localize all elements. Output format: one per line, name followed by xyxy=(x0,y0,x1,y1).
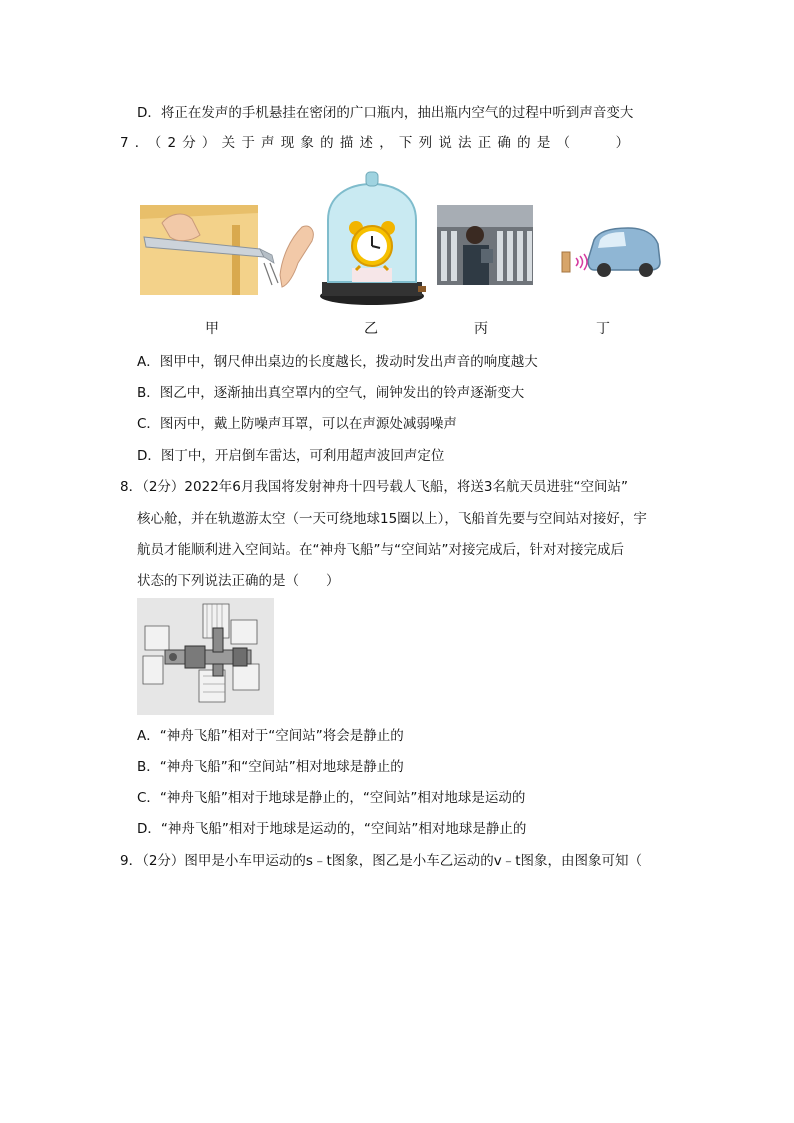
figure-space-station xyxy=(137,598,274,715)
caption-jia: 甲 xyxy=(205,321,219,337)
q7-option-a: A．图甲中，钢尺伸出桌边的长度越长，拨动时发出声音的响度越大 xyxy=(137,354,538,370)
q8-option-c: C．“神舟飞船”相对于地球是静止的，“空间站”相对地球是运动的 xyxy=(137,790,526,806)
figure-bing-factory-worker xyxy=(437,205,533,285)
q8-stem-line-2: 核心舱，并在轨遨游太空（一天可绕地球15圈以上），飞船首先要与空间站对接好，宇 xyxy=(137,511,647,527)
figure-ding-reversing-radar xyxy=(558,222,662,284)
q8-stem-line-1: 8．（2分）2022年6月我国将发射神舟十四号载人飞船，将送3名航天员进驻“空间站” xyxy=(120,479,628,495)
figure-jia-ruler-table xyxy=(140,205,318,295)
q7-option-c: C．图丙中，戴上防噪声耳罩，可以在声源处减弱噪声 xyxy=(137,416,457,432)
caption-yi: 乙 xyxy=(364,321,378,337)
caption-ding: 丁 xyxy=(596,321,610,337)
q7-stem: 7．（2分）关于声现象的描述，下列说法正确的是（ ） xyxy=(120,135,636,151)
q8-option-a: A．“神舟飞船”相对于“空间站”将会是静止的 xyxy=(137,728,404,744)
q8-option-b: B．“神舟飞船”和“空间站”相对地球是静止的 xyxy=(137,759,404,775)
figure-yi-bell-jar xyxy=(318,170,426,306)
q7-option-d: D．图丁中，开启倒车雷达，可利用超声波回声定位 xyxy=(137,448,445,464)
q8-option-d: D．“神舟飞船”相对于地球是运动的，“空间站”相对地球是静止的 xyxy=(137,821,527,837)
q7-option-b: B．图乙中，逐渐抽出真空罩内的空气，闹钟发出的铃声逐渐变大 xyxy=(137,385,525,401)
q8-stem-line-3: 航员才能顺利进入空间站。在“神舟飞船”与“空间站”对接完成后，针对对接完成后 xyxy=(137,542,624,558)
caption-bing: 丙 xyxy=(474,321,488,337)
q6-option-d: D．将正在发声的手机悬挂在密闭的广口瓶内，抽出瓶内空气的过程中听到声音变大 xyxy=(137,105,634,121)
q8-stem-line-4: 状态的下列说法正确的是（ ） xyxy=(137,573,340,589)
q9-stem: 9．（2分）图甲是小车甲运动的s﹣t图象，图乙是小车乙运动的v﹣t图象，由图象可知（ xyxy=(120,853,643,869)
